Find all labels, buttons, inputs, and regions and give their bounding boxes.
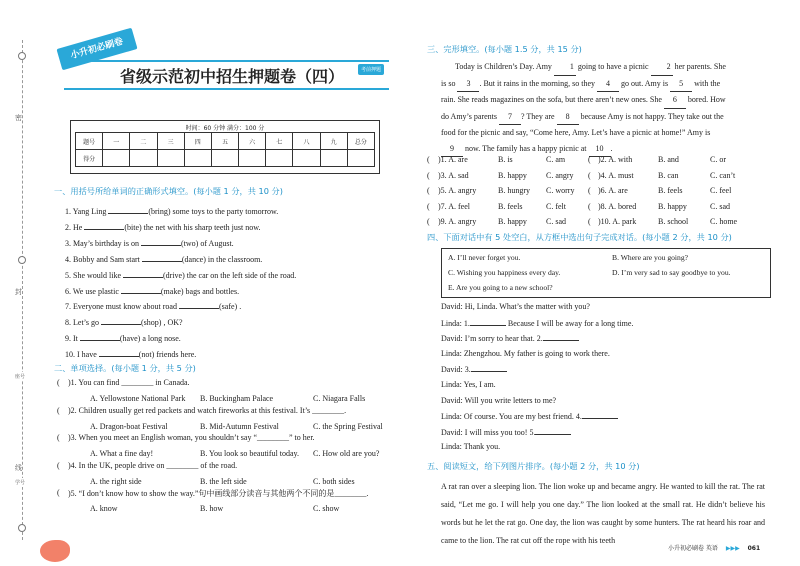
passage-text: with the: [692, 78, 721, 88]
score-column-header: 六: [239, 133, 266, 150]
option-b: B. You look so beautiful today.: [200, 449, 300, 458]
item-text: 7. Everyone must know about road: [65, 302, 179, 312]
option-c: C. How old are you?: [313, 449, 380, 458]
item-text: 3. May’s birthday is on: [65, 238, 141, 248]
answer-blank[interactable]: [582, 411, 618, 419]
answer-blank[interactable]: [141, 238, 181, 246]
passage-text: do Amy’s parents: [441, 111, 499, 121]
page-footer: [668, 543, 760, 552]
cloze-option: C. felt: [546, 201, 566, 211]
answer-paren[interactable]: (: [57, 460, 60, 470]
score-cell[interactable]: [184, 150, 211, 167]
numbered-blank: 4: [597, 76, 619, 93]
option-c: C. show: [313, 504, 340, 513]
cloze-option: C. angry: [546, 170, 574, 180]
numbered-blank: 8: [557, 109, 579, 126]
dialogue-text: Linda: Thank you.: [441, 442, 501, 452]
question-stem: )4. In the UK, people drive on ________ of the road.: [68, 460, 238, 470]
answer-choice-box: [441, 248, 771, 298]
choice-d: D. I’m very sad to say goodbye to you.: [612, 268, 731, 277]
answer-blank[interactable]: [108, 206, 148, 214]
fill-blank-item: [65, 270, 296, 280]
binding-hole: [18, 52, 26, 60]
dialogue-line: [441, 380, 496, 389]
option-a: A. know: [90, 504, 118, 513]
fill-blank-item: [65, 317, 183, 327]
dialogue-line: [441, 302, 590, 311]
cloze-option: B. happy: [658, 201, 687, 211]
passage-text: ? They are: [521, 111, 557, 121]
cloze-option: B. hungry: [498, 186, 530, 195]
choice-e: E. Are you going to a new school?: [448, 283, 553, 292]
numbered-blank: 9: [441, 141, 463, 158]
cloze-option: )4. A. must: [598, 170, 634, 180]
answer-blank[interactable]: [179, 301, 219, 309]
option-b: B. how: [200, 504, 224, 513]
passage-text: .: [610, 143, 613, 153]
choice-b: B. Where are you going?: [612, 253, 688, 262]
option-c: C. both sides: [313, 476, 355, 486]
option-a: A. the right side: [90, 476, 142, 486]
score-column-header: 七: [266, 133, 293, 150]
passage-text: bored. How: [685, 95, 726, 104]
answer-blank[interactable]: [142, 254, 182, 262]
answer-paren[interactable]: (: [588, 170, 591, 180]
exam-meta: 时间：60 分钟 满分：100 分: [185, 125, 265, 132]
passage-text: . But it rains in the morning, so they: [479, 78, 597, 88]
answer-paren[interactable]: (: [588, 155, 591, 164]
option-c: C. Niagara Falls: [313, 394, 366, 403]
fill-blank-item: [65, 286, 239, 296]
numbered-blank: 1: [554, 59, 576, 76]
score-cell[interactable]: [266, 150, 293, 167]
dialogue-text: Because I will be away for a long time.: [505, 318, 634, 328]
score-cell[interactable]: [347, 150, 374, 167]
option-a: A. Dragon-boat Festival: [90, 421, 168, 431]
margin-seal-label: 密: [15, 114, 22, 122]
cloze-option: B. is: [498, 155, 513, 164]
dialogue-line: [441, 396, 556, 405]
score-column-header: 八: [293, 133, 320, 150]
cloze-option: C. am: [546, 155, 566, 164]
cloze-option: )1. A. are: [438, 155, 468, 164]
item-text: (drive) the car on the left side of the road.: [163, 270, 297, 280]
item-text: 4. Bobby and Sam start: [65, 254, 142, 264]
dialogue-text: David: Hi, Linda. What’s the matter with you?: [441, 302, 590, 311]
dialogue-text: Linda: 1.: [441, 318, 470, 328]
option-b: B. Mid-Autumn Festival: [200, 421, 279, 431]
fill-blank-item: [65, 301, 241, 311]
cloze-option: )2. A. with: [598, 155, 633, 164]
item-text: (dance) in the classroom.: [181, 254, 263, 264]
passage-text: her parents. She: [672, 62, 726, 71]
cloze-option: )6. A. are: [598, 186, 628, 195]
section-4-title: 四、下面对话中有 5 处空白，从方框中选出句子完成对话。(每小题 2 分，共 10 分): [427, 232, 732, 242]
item-text: (bite) the net with his sharp teeth just now.: [124, 222, 261, 232]
cloze-option: )8. A. bored: [598, 201, 637, 211]
cloze-option: C. sad: [710, 201, 730, 211]
option-a: A. What a fine day!: [90, 449, 154, 458]
decoration-blob: [40, 540, 70, 562]
answer-paren[interactable]: (: [588, 217, 591, 226]
cloze-option: C. or: [710, 155, 726, 164]
dialogue-text: David: Will you write letters to me?: [441, 395, 557, 405]
item-text: 10. I have: [65, 350, 99, 360]
cloze-option: C. sad: [546, 217, 566, 226]
numbered-blank: 6: [664, 92, 686, 109]
answer-paren[interactable]: (: [427, 201, 430, 211]
answer-blank[interactable]: [543, 333, 579, 341]
question-stem: )1. You can find ________ in Canada.: [68, 378, 190, 387]
passage-text: because Amy is not happy. They take out the: [578, 111, 724, 121]
dialogue-line: [441, 333, 579, 343]
item-text: (shop) , OK?: [141, 318, 183, 328]
fill-blank-item: [65, 222, 260, 232]
dialogue-line: [441, 442, 500, 451]
page-title: 省级示范初中招生押题卷（四）: [120, 67, 345, 86]
passage-line: [441, 109, 765, 126]
score-column-header: 四: [184, 133, 211, 150]
cloze-option: B. can: [658, 170, 679, 180]
margin-fold-label: 封: [15, 288, 22, 296]
passage-text: now. The family has a happy picnic at: [463, 143, 589, 153]
item-text: 1. Yang Ling: [65, 207, 109, 216]
series-badge: 小升初必刷卷: [56, 28, 137, 71]
passage-text: going to have a picnic: [575, 62, 651, 71]
answer-blank[interactable]: [121, 286, 161, 294]
item-text: (bring) some toys to the party tomorrow.: [148, 207, 279, 216]
section-2-title: 二、单项选择。(每小题 1 分，共 5 分): [54, 363, 196, 373]
answer-blank[interactable]: [470, 318, 506, 326]
answer-paren[interactable]: (: [57, 433, 60, 442]
passage-text: is so: [441, 78, 458, 88]
answer-paren[interactable]: (: [427, 217, 430, 226]
dialogue-line: [441, 427, 571, 437]
page-number: 061: [747, 545, 761, 552]
score-cell[interactable]: [157, 150, 184, 167]
answer-paren[interactable]: (: [588, 201, 591, 211]
choice-a: A. I’ll never forget you.: [448, 253, 521, 262]
passage-line: [441, 59, 765, 76]
answer-blank[interactable]: [535, 427, 571, 435]
score-row-label: 得分: [76, 150, 103, 167]
option-b: B. the left side: [200, 476, 247, 486]
score-column-header: 二: [130, 133, 157, 150]
section-1-title: 一、用括号所给单词的正确形式填空。(每小题 1 分，共 10 分): [54, 186, 283, 196]
score-table: [75, 132, 375, 167]
numbered-blank: 3: [457, 76, 479, 93]
answer-blank[interactable]: [471, 364, 507, 372]
item-text: (two) of August.: [181, 238, 234, 248]
score-cell[interactable]: [103, 150, 130, 167]
margin-line-label: 线: [15, 464, 22, 472]
answer-blank[interactable]: [101, 317, 141, 325]
binding-dashed-line: [22, 40, 23, 540]
answer-blank[interactable]: [123, 270, 163, 278]
cloze-option: C. can’t: [710, 170, 736, 180]
fill-blank-item: [65, 238, 234, 248]
answer-paren[interactable]: (: [427, 170, 430, 180]
numbered-blank: 7: [499, 109, 521, 126]
score-cell[interactable]: [211, 150, 238, 167]
title-tag: 考前押题: [358, 64, 384, 75]
footer-label: 小升初必刷卷 英语: [668, 545, 718, 552]
passage-line: [441, 76, 765, 93]
dialogue-text: Linda: Zhengzhou. My father is going to work there.: [441, 348, 610, 358]
dialogue-line: [441, 318, 633, 328]
answer-paren[interactable]: (: [588, 186, 591, 195]
passage-text: rain. She reads magazines on the sofa, but there aren’t new ones. She: [441, 95, 664, 104]
option-a: A. Yellowstone National Park: [90, 394, 186, 403]
cloze-passage: [441, 59, 765, 157]
section-5-title: 五、阅读短文，给下列图片排序。(每小题 2 分，共 10 分): [427, 461, 640, 471]
cloze-option: )3. A. sad: [438, 170, 469, 180]
cloze-option: )5. A. angry: [438, 186, 477, 195]
cloze-option: )7. A. feel: [438, 201, 470, 211]
answer-paren[interactable]: (: [427, 186, 430, 195]
item-text: (have) a long nose.: [119, 334, 181, 344]
cloze-option: )9. A. angry: [438, 217, 477, 226]
answer-paren[interactable]: (: [57, 488, 60, 497]
answer-blank[interactable]: [99, 349, 139, 357]
passage-text: go out. Amy is: [619, 78, 671, 88]
section-3-title: 三、完形填空。(每小题 1.5 分，共 15 分): [427, 44, 582, 54]
answer-paren[interactable]: (: [57, 378, 60, 387]
dialogue-line: [441, 411, 618, 421]
score-column-header: 九: [320, 133, 347, 150]
cloze-option: B. and: [658, 155, 679, 164]
footer-arrows-icon: ▶▶▶: [725, 545, 740, 552]
score-column-header: 总分: [347, 133, 374, 150]
question-stem: )3. When you meet an English woman, you shouldn’t say “________” to her.: [68, 433, 315, 442]
answer-blank[interactable]: [84, 222, 124, 230]
margin-side-label-2: 学号: [15, 480, 26, 486]
numbered-blank: 10: [589, 141, 611, 158]
cloze-option: B. feels: [658, 186, 683, 195]
cloze-option: B. happy: [498, 217, 527, 226]
item-text: 8. Let’s go: [65, 318, 101, 328]
score-column-header: 三: [157, 133, 184, 150]
margin-side-label-1: 座号: [15, 374, 26, 380]
score-cell[interactable]: [130, 150, 157, 167]
passage-line: [441, 92, 765, 109]
cloze-option: )10. A. park: [598, 217, 637, 226]
dialogue-text: David: I’m sorry to hear that. 2.: [441, 334, 543, 344]
binding-hole: [18, 256, 26, 264]
question-stem: )5. “I don’t know how to show the way.”句中画线部分读音与其他两个不同的是________.: [68, 489, 369, 498]
fill-blank-item: [65, 333, 181, 343]
cloze-option: B. feels: [498, 201, 523, 211]
fill-blank-item: [65, 206, 278, 216]
dialogue-text: Linda: Of course. You are my best friend. 4.: [441, 412, 582, 422]
score-table-box: [70, 120, 380, 174]
item-text: (not) friends here.: [138, 350, 197, 360]
choice-c: C. Wishing you happiness every day.: [448, 268, 561, 277]
option-c: C. the Spring Festival: [313, 421, 383, 431]
dialogue-text: Linda: Yes, I am.: [441, 380, 496, 389]
question-stem: )2. Children usually get red packets and watch fireworks at this festival. It’s ________.: [68, 405, 347, 415]
score-column-header: 一: [103, 133, 130, 150]
score-cell[interactable]: [293, 150, 320, 167]
item-text: (safe) .: [218, 302, 242, 312]
numbered-blank: 5: [670, 76, 692, 93]
answer-blank[interactable]: [80, 333, 120, 341]
item-text: 6. We use plastic: [65, 286, 121, 296]
cloze-option: B. happy: [498, 170, 527, 180]
answer-paren[interactable]: (: [57, 405, 60, 415]
answer-paren[interactable]: (: [427, 155, 430, 164]
fill-blank-item: [65, 349, 196, 359]
item-text: 5. She would like: [65, 270, 123, 280]
fill-blank-item: [65, 254, 262, 264]
score-column-header: 五: [211, 133, 238, 150]
numbered-blank: 2: [651, 59, 673, 76]
passage-text: Today is Children’s Day. Amy: [455, 62, 554, 71]
cloze-option: C. home: [710, 217, 738, 226]
reading-passage: A rat ran over a sleeping lion. The lion woke up and became angry. He wanted to kill the rat. The rat said, “Let me go. I will help you one day.” The lion looked at the small rat. He didn’t believe his words but he let the rat go. One day, the lion was caught by some hunters. The rat heard his roar and came to the lion. The rat cut off the rope with his teeth: [441, 482, 765, 545]
cloze-option: C. worry: [546, 186, 575, 195]
score-cell[interactable]: [239, 150, 266, 167]
score-column-header: 题号: [76, 133, 103, 150]
cloze-option: B. school: [658, 217, 689, 226]
dialogue-text: David: 3.: [441, 365, 471, 375]
dialogue-line: [441, 349, 610, 358]
option-b: B. Buckingham Palace: [200, 394, 274, 403]
score-cell[interactable]: [320, 150, 347, 167]
item-text: 9. It: [65, 334, 80, 344]
item-text: (make) bags and bottles.: [160, 286, 240, 296]
binding-hole: [18, 524, 26, 532]
dialogue-text: David: I will miss you too! 5.: [441, 427, 536, 437]
passage-line: [441, 125, 765, 141]
passage-text: food for the picnic and say, “Come here, Amy. Let’s have a picnic at home!” Amy is: [441, 128, 711, 137]
dialogue-line: [441, 364, 507, 374]
item-text: 2. He: [65, 222, 85, 232]
cloze-option: C. feel: [710, 186, 732, 195]
